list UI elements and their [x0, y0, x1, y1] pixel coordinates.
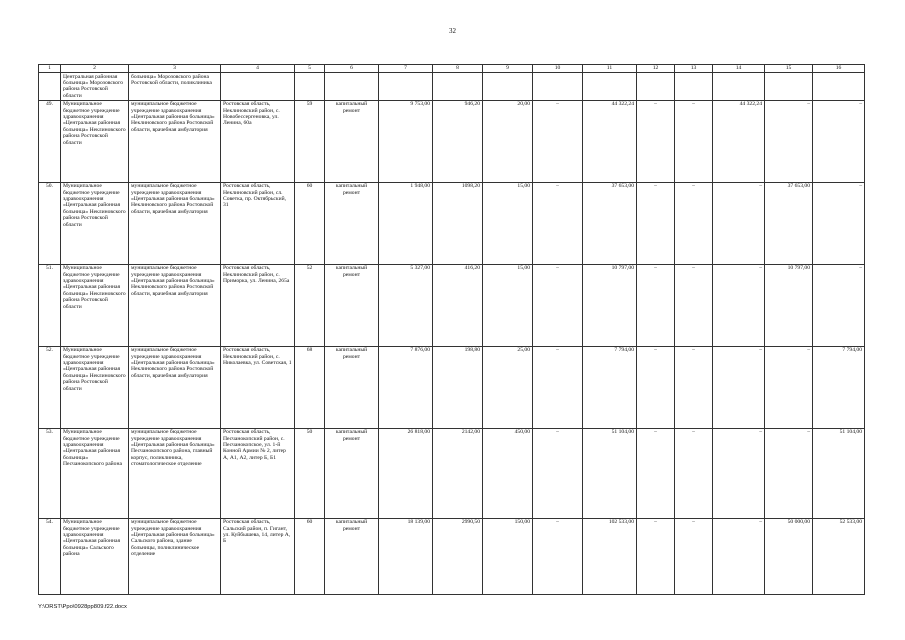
cell-c9: 15,00 [483, 182, 533, 264]
table-row [39, 264, 865, 346]
cell-c5: 59 [295, 100, 325, 182]
cell-c7: 1 948,00 [379, 182, 433, 264]
cell-c16: – [813, 100, 865, 182]
footer-file-path: Y:\ORST\Ppo\0928pp809.f22.docx [38, 604, 127, 610]
cell-c13: – [675, 518, 713, 594]
cell-address: Ростовская область, Неклиновский район, с. Новобессергеновка, ул. Ленина, 60а [221, 100, 295, 182]
cell-c16: 52 533,00 [813, 518, 865, 594]
cell-org: Муниципальное бюджетное учреждение здравоохранения «Центральная районная больница» Неклиновского района Ростовской области [61, 346, 129, 428]
cell-c5: 60 [295, 182, 325, 264]
cell-c8: 416,20 [433, 264, 483, 346]
cell-address: Ростовская область, Неклиновский район, с. Приморка, ул. Ленина, 265а [221, 264, 295, 346]
cell-c6: капитальный ремонт [325, 100, 379, 182]
cell-address: Ростовская область, Неклиновский район, с. Николаевка, ул. Советская, 1 [221, 346, 295, 428]
cell-c8: 1098,20 [433, 182, 483, 264]
cell-c12: – [637, 182, 675, 264]
cell-object: муниципальное бюджетное учреждение здравоохранения «Центральная районная больница» Неклиновского района Ростовской области, врачебная амбулатория [129, 182, 221, 264]
cell-object: муниципальное бюджетное учреждение здравоохранения «Центральная районная больница» Песчанокопского района, главный корпус, поликлиника, стоматологическое отделение [129, 428, 221, 518]
cell-c15: – [765, 428, 813, 518]
cell-c15: 50 000,00 [765, 518, 813, 594]
cell-num: 49. [39, 100, 61, 182]
cell-c14: – [713, 428, 765, 518]
column-number-cell: 4 [221, 65, 295, 73]
cell-c8: 2142,00 [433, 428, 483, 518]
column-number-cell: 6 [325, 65, 379, 73]
cell-c16: 51 104,00 [813, 428, 865, 518]
cell-c12: – [637, 100, 675, 182]
page-number: 32 [449, 27, 456, 35]
cell-object: муниципальное бюджетное учреждение здравоохранения «Центральная районная больница» Сальского района, здание больницы, поликлиническое отделение [129, 518, 221, 594]
cell-num: 51. [39, 264, 61, 346]
cell-c11: 102 533,00 [583, 518, 637, 594]
cell-c16: 7 794,00 [813, 346, 865, 428]
cell-c7: 18 139,00 [379, 518, 433, 594]
cell-c10: – [533, 264, 583, 346]
cell-c11: 44 322,24 [583, 100, 637, 182]
column-number-cell: 15 [765, 65, 813, 73]
column-number-row [39, 65, 865, 73]
cell-c16: – [813, 264, 865, 346]
cell-c14: 44 322,24 [713, 100, 765, 182]
cell-c6: капитальный ремонт [325, 346, 379, 428]
continuation-row [39, 73, 865, 101]
cell-c8: 2990,50 [433, 518, 483, 594]
cell-c11: 51 104,00 [583, 428, 637, 518]
cell-c14: – [713, 264, 765, 346]
cell-c15: – [765, 100, 813, 182]
column-number-cell: 2 [61, 65, 129, 73]
cell-c7: 5 327,00 [379, 264, 433, 346]
table-row [39, 346, 865, 428]
continuation-object: больница» Морозовского района Ростовской области, поликлиника [129, 73, 221, 101]
column-number-cell: 1 [39, 65, 61, 73]
cell-org: Муниципальное бюджетное учреждение здравоохранения «Центральная районная больница» Неклиновского района Ростовской области [61, 100, 129, 182]
cell-c10: – [533, 100, 583, 182]
cell-num: 54. [39, 518, 61, 594]
cell-c9: 15,00 [483, 264, 533, 346]
cell-c11: 7 794,00 [583, 346, 637, 428]
cell-c8: 946,20 [433, 100, 483, 182]
cell-c5: 52 [295, 264, 325, 346]
cell-object: муниципальное бюджетное учреждение здравоохранения «Центральная районная больница» Неклиновского района Ростовской области, врачебная амбулатория [129, 264, 221, 346]
cell-c10: – [533, 346, 583, 428]
cell-c7: 9 753,00 [379, 100, 433, 182]
cell-c8: 198,80 [433, 346, 483, 428]
column-number-cell: 8 [433, 65, 483, 73]
cell-c6: капитальный ремонт [325, 264, 379, 346]
table-row [39, 428, 865, 518]
cell-c13: – [675, 346, 713, 428]
table-row [39, 182, 865, 264]
cell-c14: – [713, 182, 765, 264]
cell-c15: 37 653,00 [765, 182, 813, 264]
cell-c5: 68 [295, 346, 325, 428]
cell-object: муниципальное бюджетное учреждение здравоохранения «Центральная районная больница» Неклиновского района Ростовской области, врачебная амбулатория [129, 346, 221, 428]
cell-c6: капитальный ремонт [325, 182, 379, 264]
cell-org: Муниципальное бюджетное учреждение здравоохранения «Центральная районная больница» Песчанокопского района [61, 428, 129, 518]
cell-c14: – [713, 518, 765, 594]
cell-c15: 10 797,00 [765, 264, 813, 346]
cell-c14: – [713, 346, 765, 428]
table-row [39, 518, 865, 594]
column-number-cell: 13 [675, 65, 713, 73]
cell-c13: – [675, 264, 713, 346]
column-number-cell: 10 [533, 65, 583, 73]
cell-org: Муниципальное бюджетное учреждение здравоохранения «Центральная районная больница» Неклиновского района Ростовской области [61, 182, 129, 264]
cell-address: Ростовская область, Неклиновский район, сл. Советка, пр. Октябрьский, 31 [221, 182, 295, 264]
cell-c9: 150,00 [483, 518, 533, 594]
cell-c15: – [765, 346, 813, 428]
cell-c10: – [533, 518, 583, 594]
table-row [39, 100, 865, 182]
cell-c10: – [533, 182, 583, 264]
cell-c7: 7 876,00 [379, 346, 433, 428]
column-number-cell: 14 [713, 65, 765, 73]
cell-num: 53. [39, 428, 61, 518]
cell-c12: – [637, 428, 675, 518]
cell-c5: 60 [295, 518, 325, 594]
cell-c9: 450,00 [483, 428, 533, 518]
continuation-org: Центральная районная больница» Морозовского района Ростовской области [61, 73, 129, 101]
cell-org: Муниципальное бюджетное учреждение здравоохранения «Центральная районная больница» Неклиновского района Ростовской области [61, 264, 129, 346]
cell-c11: 37 653,00 [583, 182, 637, 264]
column-number-cell: 7 [379, 65, 433, 73]
cell-c5: 50 [295, 428, 325, 518]
financing-table [38, 64, 865, 595]
cell-c13: – [675, 182, 713, 264]
cell-c13: – [675, 100, 713, 182]
cell-num: 52. [39, 346, 61, 428]
cell-c16: – [813, 182, 865, 264]
cell-c12: – [637, 264, 675, 346]
column-number-cell: 12 [637, 65, 675, 73]
cell-c13: – [675, 428, 713, 518]
cell-org: Муниципальное бюджетное учреждение здравоохранения «Центральная районная больница» Сальского района [61, 518, 129, 594]
cell-object: муниципальное бюджетное учреждение здравоохранения «Центральная районная больница» Неклиновского района Ростовской области, врачебная амбулатория [129, 100, 221, 182]
cell-c6: капитальный ремонт [325, 428, 379, 518]
cell-c9: 20,00 [483, 100, 533, 182]
column-number-cell: 16 [813, 65, 865, 73]
column-number-cell: 9 [483, 65, 533, 73]
column-number-cell: 5 [295, 65, 325, 73]
cell-c7: 26 818,00 [379, 428, 433, 518]
cell-c9: 25,00 [483, 346, 533, 428]
cell-c12: – [637, 518, 675, 594]
cell-c12: – [637, 346, 675, 428]
cell-c11: 10 797,00 [583, 264, 637, 346]
cell-c10: – [533, 428, 583, 518]
cell-address: Ростовская область, Сальский район, п. Гигант, ул. Куйбышева, 14, литер А, Б [221, 518, 295, 594]
cell-num: 50. [39, 182, 61, 264]
column-number-cell: 11 [583, 65, 637, 73]
cell-address: Ростовская область, Песчанокопский район, с. Песчанокопское, ул. 1-й Конной Армии № 2, литер А, А1, А2, литер Б, Б1 [221, 428, 295, 518]
column-number-cell: 3 [129, 65, 221, 73]
cell-c6: капитальный ремонт [325, 518, 379, 594]
